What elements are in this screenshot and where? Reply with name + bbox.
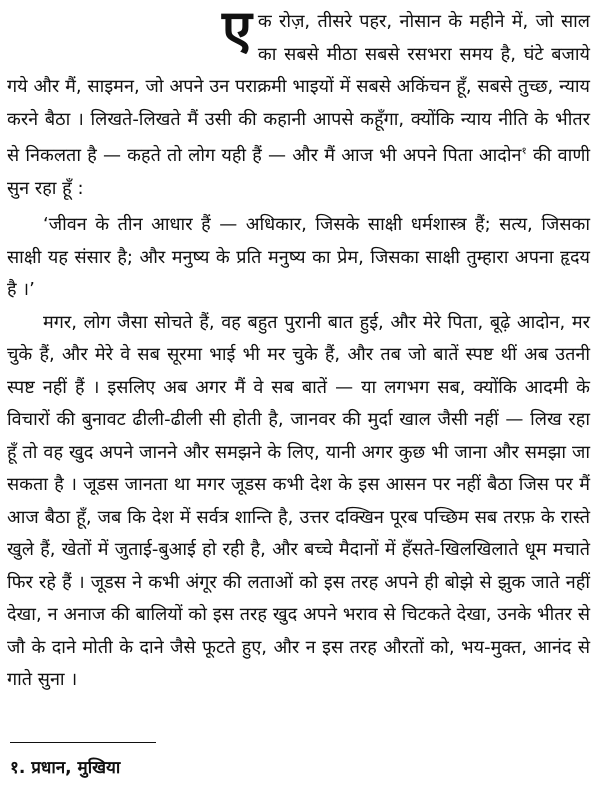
footnote-divider xyxy=(10,742,156,743)
paragraph-quote: ‘जीवन के तीन आधार हैं — अधिकार, जिसके साक्षी धर्मशास्त्र हैं; सत्य, जिसका साक्षी यह संसार है; और मनुष्य के प्रति मनुष्य का प्रेम, जिसका साक्षी तुम्हारा अपना हृदय है ।’ xyxy=(7,214,590,300)
opening-text: क रोज़, तीसरे पहर, नोसान के महीने में, जो साल का सबसे मीठा सबसे रसभरा समय है, घंटे बजाये गये और मैं, साइमन, जो अपने उन पराक्रमी भाइयों में सबसे अकिंचन हूँ, सबसे तुच्छ, न्याय करने बैठा । लिखते-लिखते मैं उसी की कहानी आपसे कहूँगा, क्योंकि न्याय नीति के भीतर से निकलता है — कहते तो लोग यही हैं — और मैं आज भी अपने पिता आदोन xyxy=(7,11,590,166)
footnote: १. प्रधान, मुखिया xyxy=(10,758,121,778)
opening-text-end: की वाणी सुन रहा हूँ : xyxy=(7,145,590,199)
paragraph-opening xyxy=(7,0,590,205)
drop-cap: ए xyxy=(222,0,252,61)
paragraph-main: मगर, लोग जैसा सोचते हैं, वह बहुत पुरानी बात हुई, और मेरे पिता, बूढ़े आदोन, मर चुके हैं, और मेरे वे सब सूरमा भाई भी मर चुके हैं, और तब जो बातें स्पष्ट थीं अब उतनी स्पष्ट नहीं हैं । इसलिए अब अगर मैं वे सब बातें — या लगभग सब, क्योंकि आदमी के विचारों की बुनावट ढीली-ढीली सी होती है, जानवर की मुर्दा खाल जैसी नहीं — लिख रहा हूँ तो वह खुद अपने जानने और समझने के लिए, यानी अगर कुछ भी जाना और समझा जा सकता है । जूडस जानता था मगर जूडस कभी देश के इस आसन पर नहीं बैठा जिस पर मैं आज बैठा हूँ, जब कि देश में सर्वत्र शान्ति है, उत्तर दक्खिन पूरब पच्छिम सब तरफ़ के रास्ते खुले हैं, खेतों में जुताई-बुआई हो रही है, और बच्चे मैदानों में हँसते-खिलखिलाते धूम मचाते फिर रहे हैं । जूडस ने कभी अंगूर की लताओं को इस तरह अपने ही बोझे से झुक जाते नहीं देखा, न अनाज की बालियों को इस तरह खुद अपने भराव से चिटकते देखा, उनके भीतर से जौ के दाने मोती के दाने जैसे फूटते हुए, और न इस तरह औरतों को, भय-मुक्त, आनंद से गाते सुना । xyxy=(7,311,590,690)
footnote-marker: १ xyxy=(521,146,527,157)
